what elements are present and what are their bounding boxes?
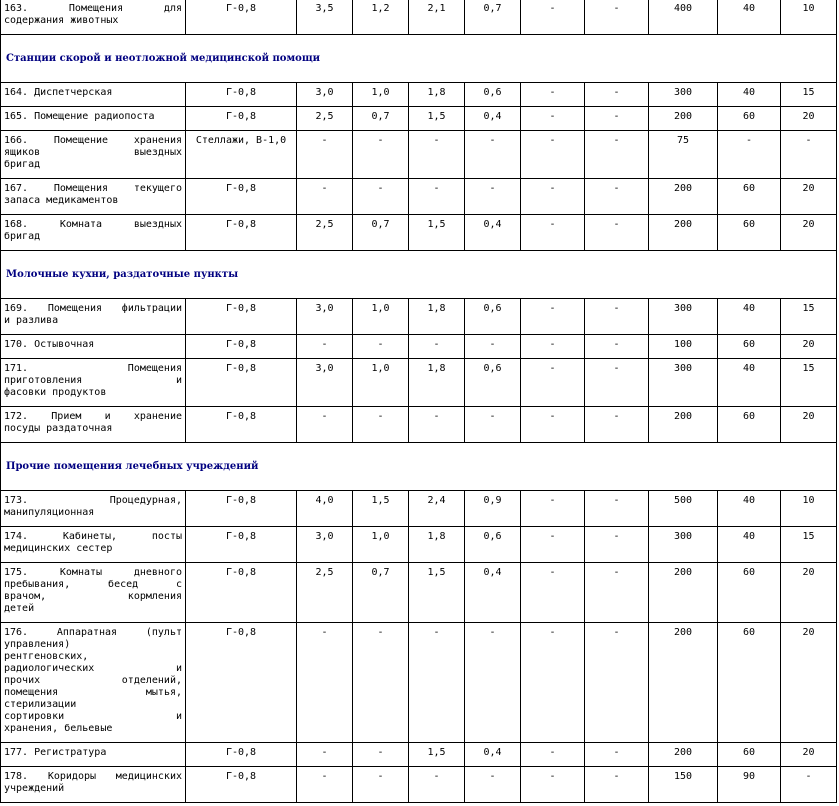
value-cell-col-1: Г-0,8 [186,527,297,563]
value-cell-col-6: - [521,0,585,35]
room-name-cell [1,131,186,179]
value-cell-col-5: - [465,623,521,743]
room-name-line: рентгеновских, [4,651,89,662]
value-cell-col-4: 1,8 [409,299,465,335]
room-name-line: 177. Регистратура [4,747,107,758]
room-name-line: хранения, бельевые [4,723,113,734]
value-cell-col-1: Г-0,8 [186,0,297,35]
table-body [1,0,837,803]
value-cell-col-4: 1,8 [409,527,465,563]
section-header-row [1,251,837,299]
value-cell-col-1: Стеллажи, В-1,0 [186,131,297,179]
value-cell-col-7: - [585,527,649,563]
value-cell-col-9: 40 [718,491,781,527]
value-cell-col-8: 200 [649,623,718,743]
value-cell-col-1: Г-0,8 [186,83,297,107]
value-cell-col-10: 20 [781,215,837,251]
value-cell-col-1: Г-0,8 [186,563,297,623]
value-cell-col-5: - [465,767,521,803]
value-cell-col-1: Г-0,8 [186,491,297,527]
value-cell-col-3: 0,7 [353,107,409,131]
room-name-line: прочих отделений, [4,675,182,686]
room-name-line: управления) [4,639,71,650]
value-cell-col-8: 200 [649,215,718,251]
value-cell-col-7: - [585,359,649,407]
value-cell-col-2: 3,0 [297,83,353,107]
value-cell-col-2: - [297,767,353,803]
value-cell-col-9: 40 [718,0,781,35]
value-cell-col-6: - [521,131,585,179]
room-name-line: врачом, кормления [4,591,182,602]
room-name-cell [1,743,186,767]
room-name-line: детей [4,603,35,614]
value-cell-col-7: - [585,107,649,131]
value-cell-col-3: 1,0 [353,83,409,107]
value-cell-col-8: 200 [649,407,718,443]
value-cell-col-10: 15 [781,299,837,335]
value-cell-col-4: 1,8 [409,359,465,407]
room-name-line: посуды раздаточная [4,423,113,434]
value-cell-col-9: 90 [718,767,781,803]
value-cell-col-5: 0,6 [465,527,521,563]
value-cell-col-7: - [585,491,649,527]
value-cell-col-3: - [353,179,409,215]
value-cell-col-9: - [718,131,781,179]
value-cell-col-8: 300 [649,527,718,563]
value-cell-col-10: 15 [781,83,837,107]
value-cell-col-5: 0,6 [465,83,521,107]
section-header-row [1,35,837,83]
value-cell-col-6: - [521,767,585,803]
table-row [1,407,837,443]
room-name-line: 166. Помещение хранения [4,135,182,146]
value-cell-col-1: Г-0,8 [186,179,297,215]
room-name-cell [1,335,186,359]
table-row [1,767,837,803]
value-cell-col-9: 60 [718,407,781,443]
value-cell-col-4: - [409,767,465,803]
value-cell-col-2: 3,0 [297,359,353,407]
value-cell-col-10: 20 [781,107,837,131]
value-cell-col-6: - [521,299,585,335]
value-cell-col-10: 15 [781,359,837,407]
room-name-line: 175. Комнаты дневного [4,567,182,578]
value-cell-col-8: 200 [649,563,718,623]
value-cell-col-10: 20 [781,623,837,743]
room-name-line: 172. Прием и хранение [4,411,182,422]
room-name-cell [1,179,186,215]
value-cell-col-8: 400 [649,0,718,35]
value-cell-col-1: Г-0,8 [186,407,297,443]
value-cell-col-3: - [353,131,409,179]
value-cell-col-2: 4,0 [297,491,353,527]
value-cell-col-6: - [521,215,585,251]
value-cell-col-3: 1,0 [353,527,409,563]
value-cell-col-3: 0,7 [353,563,409,623]
value-cell-col-6: - [521,743,585,767]
value-cell-col-7: - [585,83,649,107]
value-cell-col-3: - [353,743,409,767]
value-cell-col-8: 300 [649,359,718,407]
value-cell-col-6: - [521,491,585,527]
value-cell-col-10: 10 [781,491,837,527]
value-cell-col-9: 40 [718,299,781,335]
value-cell-col-9: 60 [718,107,781,131]
value-cell-col-5: - [465,407,521,443]
value-cell-col-4: - [409,179,465,215]
value-cell-col-2: 3,0 [297,299,353,335]
room-name-line: помещения мытья, [4,687,182,698]
value-cell-col-10: - [781,767,837,803]
table-row [1,179,837,215]
value-cell-col-9: 40 [718,359,781,407]
value-cell-col-7: - [585,335,649,359]
value-cell-col-2: - [297,335,353,359]
value-cell-col-5: 0,4 [465,563,521,623]
value-cell-col-5: 0,6 [465,359,521,407]
table-row [1,0,837,35]
value-cell-col-10: 20 [781,335,837,359]
value-cell-col-2: - [297,131,353,179]
value-cell-col-8: 200 [649,179,718,215]
value-cell-col-4: 1,5 [409,743,465,767]
room-name-line: сортировки и [4,711,182,722]
value-cell-col-3: 0,7 [353,215,409,251]
value-cell-col-7: - [585,179,649,215]
room-name-line: ящиков выездных [4,147,182,158]
value-cell-col-10: 10 [781,0,837,35]
value-cell-col-1: Г-0,8 [186,623,297,743]
value-cell-col-5: - [465,335,521,359]
value-cell-col-4: 1,5 [409,563,465,623]
value-cell-col-8: 150 [649,767,718,803]
value-cell-col-9: 60 [718,623,781,743]
value-cell-col-1: Г-0,8 [186,767,297,803]
room-name-line: учреждений [4,783,65,794]
table-row [1,527,837,563]
room-name-cell [1,299,186,335]
value-cell-col-4: 2,4 [409,491,465,527]
room-name-line: 167. Помещения текущего [4,183,182,194]
room-name-cell [1,491,186,527]
section-title: Молочные кухни, раздаточные пункты [1,251,837,299]
room-name-cell [1,215,186,251]
value-cell-col-8: 300 [649,83,718,107]
room-name-cell [1,407,186,443]
value-cell-col-6: - [521,623,585,743]
table-row [1,563,837,623]
value-cell-col-9: 60 [718,743,781,767]
value-cell-col-3: 1,2 [353,0,409,35]
room-name-line: фасовки продуктов [4,387,107,398]
value-cell-col-7: - [585,215,649,251]
value-cell-col-8: 200 [649,107,718,131]
value-cell-col-6: - [521,527,585,563]
room-name-line: бригад [4,231,41,242]
value-cell-col-5: - [465,179,521,215]
value-cell-col-6: - [521,179,585,215]
value-cell-col-2: 2,5 [297,107,353,131]
value-cell-col-7: - [585,131,649,179]
value-cell-col-6: - [521,107,585,131]
value-cell-col-10: - [781,131,837,179]
table-row [1,215,837,251]
table-row [1,299,837,335]
value-cell-col-5: 0,7 [465,0,521,35]
value-cell-col-7: - [585,563,649,623]
room-name-cell [1,83,186,107]
value-cell-col-5: 0,4 [465,743,521,767]
room-name-cell [1,767,186,803]
room-name-cell [1,623,186,743]
value-cell-col-2: 2,5 [297,215,353,251]
value-cell-col-5: 0,4 [465,107,521,131]
room-name-cell [1,563,186,623]
room-name-line: приготовления и [4,375,182,386]
value-cell-col-2: - [297,743,353,767]
value-cell-col-1: Г-0,8 [186,215,297,251]
value-cell-col-7: - [585,299,649,335]
room-name-line: 171. Помещения [4,363,182,374]
value-cell-col-2: - [297,407,353,443]
value-cell-col-10: 20 [781,743,837,767]
room-name-line: запаса медикаментов [4,195,119,206]
value-cell-col-3: 1,5 [353,491,409,527]
value-cell-col-1: Г-0,8 [186,299,297,335]
value-cell-col-3: 1,0 [353,359,409,407]
value-cell-col-10: 20 [781,179,837,215]
value-cell-col-2: 2,5 [297,563,353,623]
room-name-cell [1,0,186,35]
value-cell-col-4: 2,1 [409,0,465,35]
table-row [1,107,837,131]
room-name-line: 163. Помещения для [4,3,182,14]
room-name-line: 174. Кабинеты, посты [4,531,182,542]
room-name-line: радиологических и [4,663,182,674]
room-name-cell [1,359,186,407]
table-row [1,335,837,359]
value-cell-col-5: - [465,131,521,179]
room-name-line: 178. Коридоры медицинских [4,771,182,782]
value-cell-col-4: 1,8 [409,83,465,107]
value-cell-col-3: - [353,407,409,443]
room-name-line: 168. Комната выездных [4,219,182,230]
value-cell-col-10: 20 [781,407,837,443]
table-row [1,623,837,743]
value-cell-col-5: 0,9 [465,491,521,527]
value-cell-col-10: 15 [781,527,837,563]
value-cell-col-2: - [297,623,353,743]
value-cell-col-3: - [353,335,409,359]
table-row [1,359,837,407]
value-cell-col-4: - [409,131,465,179]
value-cell-col-9: 60 [718,563,781,623]
value-cell-col-6: - [521,563,585,623]
value-cell-col-2: 3,0 [297,527,353,563]
value-cell-col-4: - [409,623,465,743]
value-cell-col-2: 3,5 [297,0,353,35]
room-name-line: медицинских сестер [4,543,113,554]
value-cell-col-3: - [353,623,409,743]
value-cell-col-6: - [521,335,585,359]
room-name-line: пребывания, бесед с [4,579,182,590]
table-row [1,491,837,527]
value-cell-col-7: - [585,623,649,743]
value-cell-col-8: 500 [649,491,718,527]
value-cell-col-1: Г-0,8 [186,359,297,407]
room-name-line: 164. Диспетчерская [4,87,113,98]
value-cell-col-9: 60 [718,335,781,359]
value-cell-col-8: 100 [649,335,718,359]
value-cell-col-1: Г-0,8 [186,335,297,359]
room-name-line: и разлива [4,315,59,326]
room-name-cell [1,107,186,131]
room-name-line: содержания животных [4,15,119,26]
section-title: Станции скорой и неотложной медицинской помощи [1,35,837,83]
value-cell-col-5: 0,6 [465,299,521,335]
value-cell-col-8: 200 [649,743,718,767]
value-cell-col-8: 75 [649,131,718,179]
value-cell-col-9: 40 [718,83,781,107]
value-cell-col-9: 40 [718,527,781,563]
section-title: Прочие помещения лечебных учреждений [1,443,837,491]
value-cell-col-8: 300 [649,299,718,335]
room-name-line: 169. Помещения фильтрации [4,303,182,314]
value-cell-col-3: 1,0 [353,299,409,335]
value-cell-col-7: - [585,767,649,803]
table-row [1,83,837,107]
room-name-line: 170. Остывочная [4,339,95,350]
room-name-cell [1,527,186,563]
value-cell-col-4: 1,5 [409,107,465,131]
room-name-line: манипуляционная [4,507,95,518]
room-name-line: бригад [4,159,41,170]
value-cell-col-10: 20 [781,563,837,623]
value-cell-col-4: - [409,407,465,443]
value-cell-col-4: - [409,335,465,359]
value-cell-col-2: - [297,179,353,215]
value-cell-col-5: 0,4 [465,215,521,251]
section-header-row [1,443,837,491]
value-cell-col-7: - [585,407,649,443]
table-row [1,131,837,179]
value-cell-col-1: Г-0,8 [186,743,297,767]
value-cell-col-9: 60 [718,179,781,215]
value-cell-col-7: - [585,743,649,767]
room-name-line: 176. Аппаратная (пульт [4,627,182,638]
value-cell-col-7: - [585,0,649,35]
value-cell-col-6: - [521,359,585,407]
value-cell-col-3: - [353,767,409,803]
room-name-line: 173. Процедурная, [4,495,182,506]
room-name-line: стерилизации [4,699,77,710]
room-name-line: 165. Помещение радиопоста [4,111,155,122]
value-cell-col-4: 1,5 [409,215,465,251]
table-row [1,743,837,767]
value-cell-col-9: 60 [718,215,781,251]
value-cell-col-1: Г-0,8 [186,107,297,131]
value-cell-col-6: - [521,83,585,107]
value-cell-col-6: - [521,407,585,443]
